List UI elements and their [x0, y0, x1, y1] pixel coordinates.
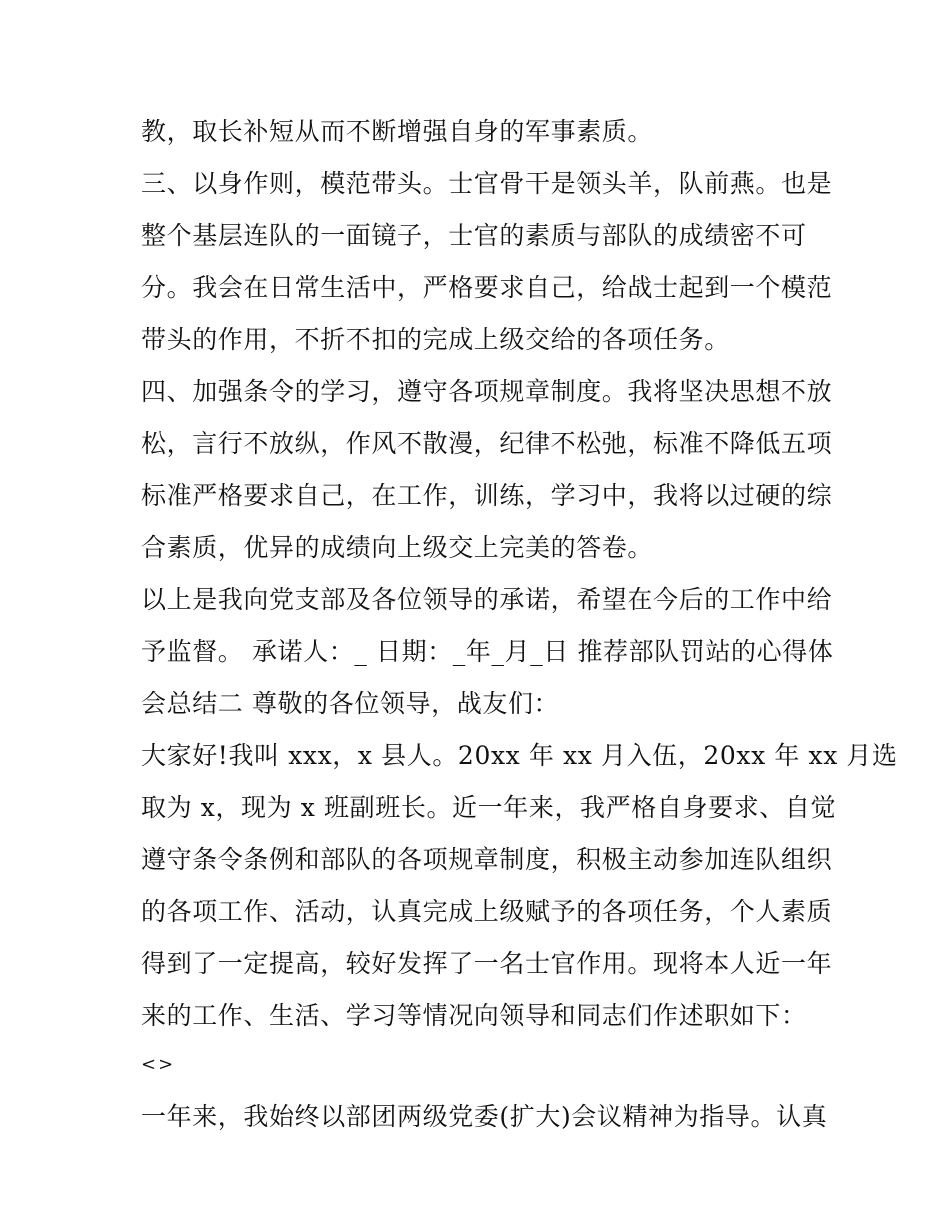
text-line: 分。我会在日常生活中，严格要求自己，给战士起到一个模范	[141, 273, 833, 302]
text-line: 教，取长补短从而不断增强自身的军事素质。	[141, 117, 654, 146]
text-line: 大家好!我叫 xxx，x 县人。20xx 年 xx 月入伍，20xx 年 xx 月选	[141, 741, 898, 770]
text-line: 的各项工作、活动，认真完成上级赋予的各项任务，个人素质	[141, 897, 833, 926]
document-body	[141, 106, 898, 1146]
text-line: 来的工作、生活、学习等情况向领导和同志们作述职如下：	[141, 1001, 807, 1030]
text-line: 取为 x，现为 x 班副班长。近一年来，我严格自身要求、自觉	[141, 793, 837, 822]
text-line: 松，言行不放纵，作风不散漫，纪律不松弛，标准不降低五项	[141, 429, 833, 458]
text-line: 会总结二 尊敬的各位领导，战友们：	[141, 689, 560, 718]
text-line: 遵守条令条例和部队的各项规章制度，积极主动参加连队组织	[141, 845, 833, 874]
text-line: 带头的作用，不折不扣的完成上级交给的各项任务。	[141, 325, 730, 354]
text-line: 一年来，我始终以部团两级党委(扩大)会议精神为指导。认真	[141, 1102, 828, 1131]
text-line: 得到了一定提高，较好发挥了一名士官作用。现将本人近一年	[141, 949, 833, 978]
text-line: 整个基层连队的一面镜子，士官的素质与部队的成绩密不可	[141, 221, 807, 250]
text-line: 予监督。 承诺人：_ 日期：_年_月_日 推荐部队罚站的心得体	[141, 637, 834, 666]
text-line: 四、加强条令的学习，遵守各项规章制度。我将坚决思想不放	[141, 377, 833, 406]
text-line: 合素质，优异的成绩向上级交上完美的答卷。	[141, 533, 654, 562]
text-line: 以上是我向党支部及各位领导的承诺，希望在今后的工作中给	[141, 585, 833, 614]
text-line: 标准严格要求自己，在工作，训练，学习中，我将以过硬的综	[141, 481, 833, 510]
placeholder-marker: <>	[141, 1054, 176, 1075]
text-line: 三、以身作则，模范带头。士官骨干是领头羊，队前燕。也是	[141, 169, 833, 198]
